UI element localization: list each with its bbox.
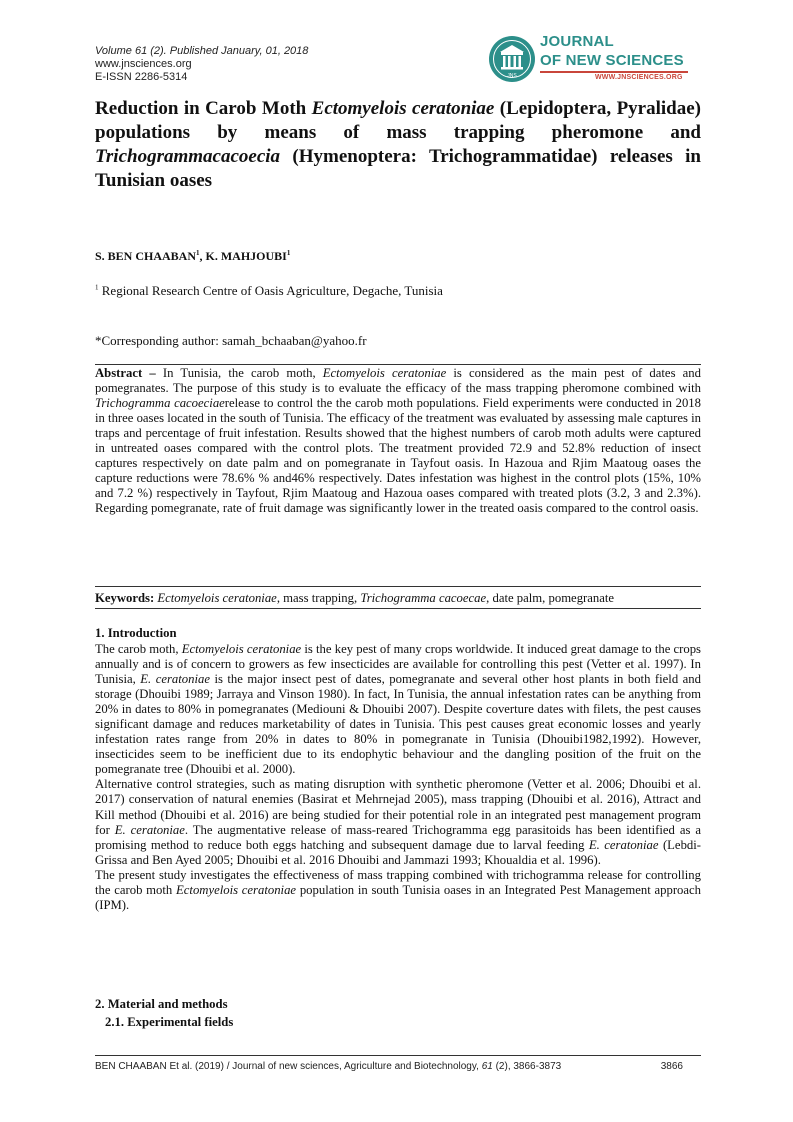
- affiliation: $^1$ Regional Research Centre of Oasis Agriculture, Degache, Tunisia: [95, 283, 443, 298]
- corresponding-author: *Corresponding author: samah_bchaaban@yahoo.fr: [95, 333, 367, 348]
- svg-text:JNS: JNS: [507, 73, 517, 79]
- journal-header-info: [95, 45, 308, 84]
- logo-divider: [540, 71, 688, 73]
- volume-line: Volume 61 (2). Published January, 01, 2018: [95, 45, 309, 57]
- footer-citation: BEN CHAABAN Et al. (2019) / Journal of new sciences, Agriculture and Biotechnology, 61 (2), 3866-3873: [95, 1061, 562, 1072]
- keywords: Keywords: Ectomyelois ceratoniae, mass trapping, Trichogramma cacoecae, date palm, pomegranate: [95, 591, 615, 605]
- page-number: 3866: [660, 1061, 683, 1072]
- section-heading-methods: 2. Material and methods: [95, 997, 228, 1011]
- website-line: www.jnsciences.org: [95, 58, 192, 70]
- page-footer: [95, 1061, 701, 1072]
- journal-emblem-icon: [488, 35, 536, 83]
- intro-paragraph-1: The carob moth, Ectomyelois ceratoniae is the key pest of many crops worldwide. It induced great damage to the crops annually and is of concern to growers as few insecticides are available for controlling this pest (Vetter et al. 1997). In Tunisia, E. ceratoniae is the major insect pest of dates, pomegranate and several other host plants in both field and storage (Dhouibi 1989; Jarraya and Vinson 1980). In fact, In Tunisia, the annual infestation rates can be anything from 20% in dates to 80% in pomegranates (Mediouni & Dhouibi 2007). Despite coverture dates with filets, the pest causes significant damage and reduces marketability of dates in Tunisia. This pest causes great economic losses and yearly infestation rates range from 20% in dates to 80% in pomegranate in Tunisia (Dhouibi1982,1992). However, insecticides seem to be inefficient due to its endophytic behaviour and the dangling position of the fruit on the pomegranate tree (Dhouibi et al. 2000).: [95, 642, 701, 777]
- subsection-heading-fields: 2.1. Experimental fields: [105, 1015, 234, 1029]
- keywords-bottom-rule: [95, 608, 701, 609]
- keywords-top-rule: [95, 586, 701, 587]
- section-heading-introduction: 1. Introduction: [95, 626, 177, 640]
- logo-url: WWW.JNSCIENCES.ORG: [595, 74, 683, 81]
- author-list: S. BEN CHAABAN$^1$, K. MAHJOUBI$^1$: [95, 249, 291, 263]
- issn-line: E-ISSN 2286-5314: [95, 71, 188, 83]
- intro-paragraph-2: Alternative control strategies, such as mating disruption with synthetic pheromone (Vetter et al. 2006; Dhouibi et al. 2017) conservation of natural enemies (Basirat et Mehrnejad 2005), mass trapping (Dhouibi et al. 2016), Attract and Kill method (Dhouibi et al. 2016) are being studied for their potential role in an integrated pest management program for E. ceratoniae. The augmentative release of mass-reared Trichogramma egg parasitoids has been identified as a promising method to reduce both eggs hatching and subsequent damage due to larval feeding E. ceratoniae (Lebdi-Grissa and Ben Ayed 2005; Dhouibi et al. 2016 Dhouibi and Jammazi 1993; Khoualdia et al. 1996).: [95, 777, 702, 867]
- journal-logo: [488, 30, 703, 90]
- paper-title: Reduction in Carob Moth Ectomyelois ceratoniae (Lepidoptera, Pyralidae) populations by means of mass trapping pheromone and Trichogrammacacoecia (Hymenoptera: Trichogrammatidae) releases in Tunisian oases: [95, 98, 701, 191]
- logo-text-new-sciences: OF NEW SCIENCES: [540, 52, 684, 69]
- abstract: Abstract – In Tunisia, the carob moth, Ectomyelois ceratoniae is considered as the main pest of dates and pomegranates. The purpose of this study is to evaluate the efficacy of the mass trapping pheromone combined with Trichogramma cacoeciaerelease to control the the carob moth populations. Field experiments were conducted in 2018 in three oases located in the south of Tunisia. The efficacy of the treatment was evaluated by assessing male captures in traps and percentage of fruit infestation. Results showed that the highest numbers of carob moth adults were captured in untreated oases compared with the control plots. The treatment provided 72.9 and 52.8% reduction of insect captures respectively on date palm and on pomegranate in Tayfout oasis. In Hazoua and Rjim Maatoug oases the capture reductions were 78.6% % and46% respectively. Dates infestation was highest in the control plots (15%, 10% and 7.2 %) respectively in Tayfout, Rjim Maatoug and Hazoua oases compared with treated plots (3.2, 3 and 2.3%). Regarding pomegranate, rate of fruit damage was significantly lower in the treated oasis compared to the control oasis.: [95, 366, 701, 515]
- intro-paragraph-3: The present study investigates the effectiveness of mass trapping combined with trichogramma release for controlling the carob moth Ectomyelois ceratoniae population in south Tunisia oases in an Integrated Pest Management approach (IPM).: [95, 867, 702, 912]
- footer-rule: [95, 1055, 701, 1056]
- abstract-top-rule: [95, 364, 701, 365]
- introduction-body: [95, 642, 701, 913]
- logo-text-journal: JOURNAL: [540, 33, 614, 50]
